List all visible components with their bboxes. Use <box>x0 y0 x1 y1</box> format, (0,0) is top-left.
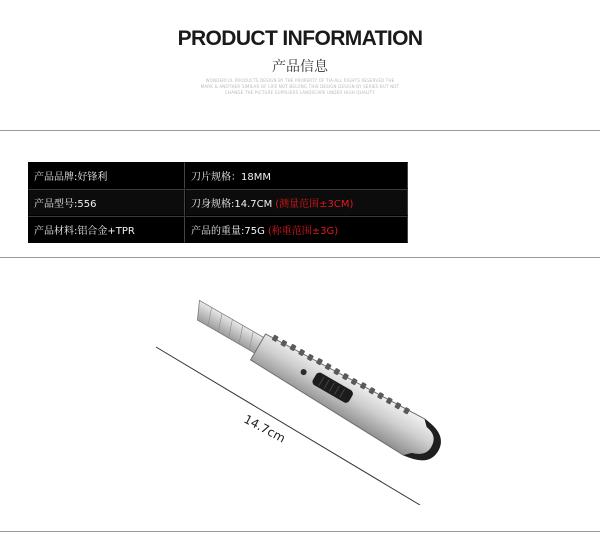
spec-note: (测量范围±3CM) <box>275 199 354 210</box>
spec-brand: 产品品牌:好锋利 <box>28 162 185 189</box>
bottom-divider <box>0 531 600 532</box>
middle-divider <box>0 257 600 258</box>
spec-body-length <box>185 189 408 216</box>
spec-model: 产品型号:556 <box>28 189 185 216</box>
spec-value: 产品的重量:75G <box>191 226 265 237</box>
spec-table <box>28 162 408 243</box>
utility-knife-image <box>150 285 470 505</box>
page-title: PRODUCT INFORMATION <box>177 27 423 50</box>
spec-blade-size <box>185 162 408 189</box>
spec-value: 刀片规格：18MM <box>191 172 271 183</box>
page-subtitle: 产品信息 <box>272 59 328 75</box>
fine-print-text: WONDERFUL PRODUCTS DESIGN BY THE PROPERTY OF TIA-ALL RIGHTS RESERVED THE MARK & ANOTHER SIMILAR OF LIFE NOT BELONG THIS DESIGN DESIGN BY SERIES BUT NOT CHANGE THE PICTURE SUPPLIERS LANDSCAPE UNDER HIGH QUALITY <box>200 78 400 95</box>
dimension-label: 14.7cm <box>241 412 288 446</box>
spec-material: 产品材料:铝合金+TPR <box>28 216 185 243</box>
spec-value: 刀身规格:14.7CM <box>191 199 273 210</box>
blade <box>190 300 267 355</box>
spec-weight <box>185 216 408 243</box>
table-row <box>28 162 408 189</box>
spec-note: (称重范围±3G) <box>267 226 339 237</box>
top-divider <box>0 130 600 131</box>
table-row <box>28 189 408 216</box>
table-row <box>28 216 408 243</box>
